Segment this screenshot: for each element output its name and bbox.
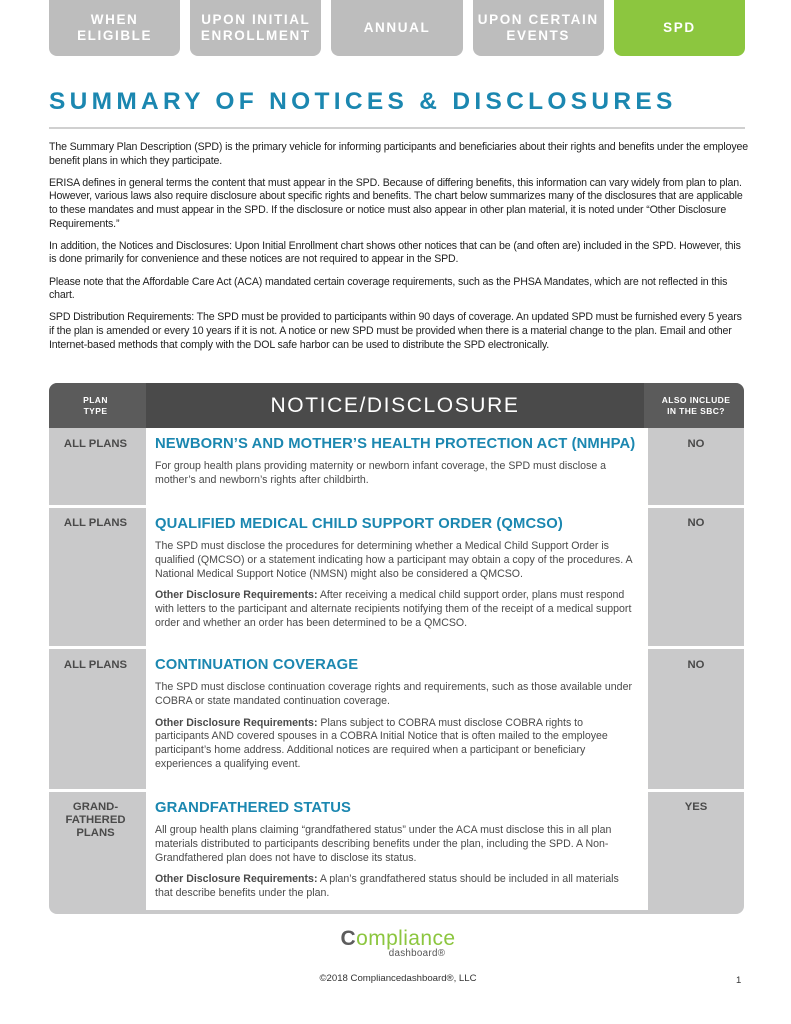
header-notice-disclosure: NOTICE/DISCLOSURE <box>146 383 644 428</box>
table-row <box>146 428 648 505</box>
copyright: ©2018 Compliancedashboard®, LLC <box>319 973 477 984</box>
intro-paragraph: In addition, the Notices and Disclosures: Upon Initial Enrollment chart shows other notices that can be (and often are) included in the SPD. However, this is done primarily for convenience and these notices are not required to appear in the SPD. <box>49 239 741 266</box>
other-requirements-text: Plans subject to COBRA must disclose COBRA rights to participants AND covered spouses in a COBRA Initial Notice that is often mailed to the employee participant’s home address. Additional notices are required when a participant or beneficiary experiences a qualifying event. <box>155 716 608 770</box>
tab-label: SPD <box>663 20 696 35</box>
tab-spd[interactable] <box>614 0 745 56</box>
page-number: 1 <box>736 975 742 986</box>
logo-c: C <box>340 927 357 950</box>
title-divider <box>49 127 745 129</box>
row-sbc-value: NO <box>687 659 705 671</box>
row-heading: NEWBORN’S AND MOTHER’S HEALTH PROTECTION ACT (NMHPA) <box>155 436 636 452</box>
section-tabs <box>49 0 745 56</box>
row-heading: GRANDFATHERED STATUS <box>155 800 351 816</box>
row-other-requirements <box>155 873 638 901</box>
row-sbc-value: YES <box>684 801 708 813</box>
row-description: The SPD must disclose the procedures for determining whether a Medical Child Support Order is qualified (QMCSO) or a statement indicating how a participant may obtain a copy of the procedures. A National Medical Support Notice (NMSN) might also be considered a QMCSO. <box>155 540 632 580</box>
intro-paragraph: The Summary Plan Description (SPD) is the primary vehicle for informing participants and beneficiaries about their rights and benefits under the employee benefit plans in which they participate. <box>49 141 748 167</box>
compliance-dashboard-logo <box>318 927 478 959</box>
notices-table <box>49 383 744 914</box>
tab-label: UPON INITIAL ENROLLMENT <box>200 12 311 43</box>
tab-annual[interactable] <box>331 0 462 56</box>
row-sbc-value: NO <box>687 517 705 529</box>
logo-subtext: dashboard® <box>388 948 446 959</box>
other-requirements-label: Other Disclosure Requirements: <box>155 873 318 886</box>
intro-paragraph: Please note that the Affordable Care Act (ACA) mandated certain coverage requirements, such as the PHSA Mandates, which are not reflected in this chart. <box>49 275 728 302</box>
intro-text <box>49 141 749 361</box>
table-header <box>49 383 744 428</box>
row-description: For group health plans providing maternity or newborn infant coverage, the SPD must disclose a mother’s and newborn’s rights after childbirth. <box>155 460 607 486</box>
row-sbc-value: NO <box>687 438 705 450</box>
table-row <box>146 508 648 646</box>
intro-paragraph: ERISA defines in general terms the content that must appear in the SPD. Because of differing benefits, this information can vary widely from plan to plan. However, various laws also require disclosure about specific rights and benefits. The chart below summarizes many of the disclosures that are applicable to these mandates and must appear in the SPD. If the disclosure or notice must also appear in other plan material, it is noted under “Other Disclosure Requirements.” <box>49 176 743 230</box>
other-requirements-label: Other Disclosure Requirements: <box>155 589 318 602</box>
table-row <box>146 649 648 789</box>
header-plan-type: PLAN TYPE <box>83 394 108 416</box>
row-heading: CONTINUATION COVERAGE <box>155 657 359 673</box>
header-also-include-sbc: ALSO INCLUDE IN THE SBC? <box>661 394 731 416</box>
row-plan-type: GRAND- FATHERED PLANS <box>65 801 126 839</box>
tab-label: WHEN ELIGIBLE <box>77 12 153 43</box>
table-row <box>146 792 648 910</box>
row-plan-type: ALL PLANS <box>63 659 128 671</box>
page-title: SUMMARY OF NOTICES & DISCLOSURES <box>49 88 677 115</box>
row-other-requirements <box>155 589 638 630</box>
row-plan-type: ALL PLANS <box>63 438 128 450</box>
row-description: The SPD must disclose continuation coverage rights and requirements, such as those available under COBRA or state mandated continuation coverage. <box>155 681 632 707</box>
row-description: All group health plans claiming “grandfathered status” under the ACA must disclose this in all plan materials distributed to participants describing benefits under the plan, including the SPD. A Non-Grandfathered plan does not have to disclose its status. <box>155 824 612 864</box>
row-other-requirements <box>155 717 638 772</box>
other-requirements-label: Other Disclosure Requirements: <box>155 716 318 729</box>
tab-label: UPON CERTAIN EVENTS <box>477 12 599 43</box>
tab-upon-certain-events[interactable] <box>473 0 604 56</box>
other-requirements-text: A plan’s grandfathered status should be included in all materials that describe benefits under the plan. <box>155 873 619 900</box>
other-requirements-text: After receiving a medical child support order, plans must respond with letters to the participant and alternate recipients notifying them of the receipt of a medical support order and whether an order has been determined to be a QMCSO. <box>155 589 632 629</box>
intro-paragraph: SPD Distribution Requirements: The SPD must be provided to participants within 90 days of coverage. An updated SPD must be furnished every 5 years if the plan is amended or every 10 years if it is not. A notice or new SPD must be provided when there is a material change to the plan. Email and other Internet-based methods that comply with the DOL safe harbor can be used to distribute the SPD electronically. <box>49 311 742 351</box>
tab-label: ANNUAL <box>363 20 431 35</box>
tab-upon-initial-enrollment[interactable] <box>190 0 321 56</box>
row-plan-type: ALL PLANS <box>63 517 128 529</box>
tab-when-eligible[interactable] <box>49 0 180 56</box>
logo-main-text: ompliance <box>356 927 456 950</box>
row-heading: QUALIFIED MEDICAL CHILD SUPPORT ORDER (QMCSO) <box>155 516 563 532</box>
